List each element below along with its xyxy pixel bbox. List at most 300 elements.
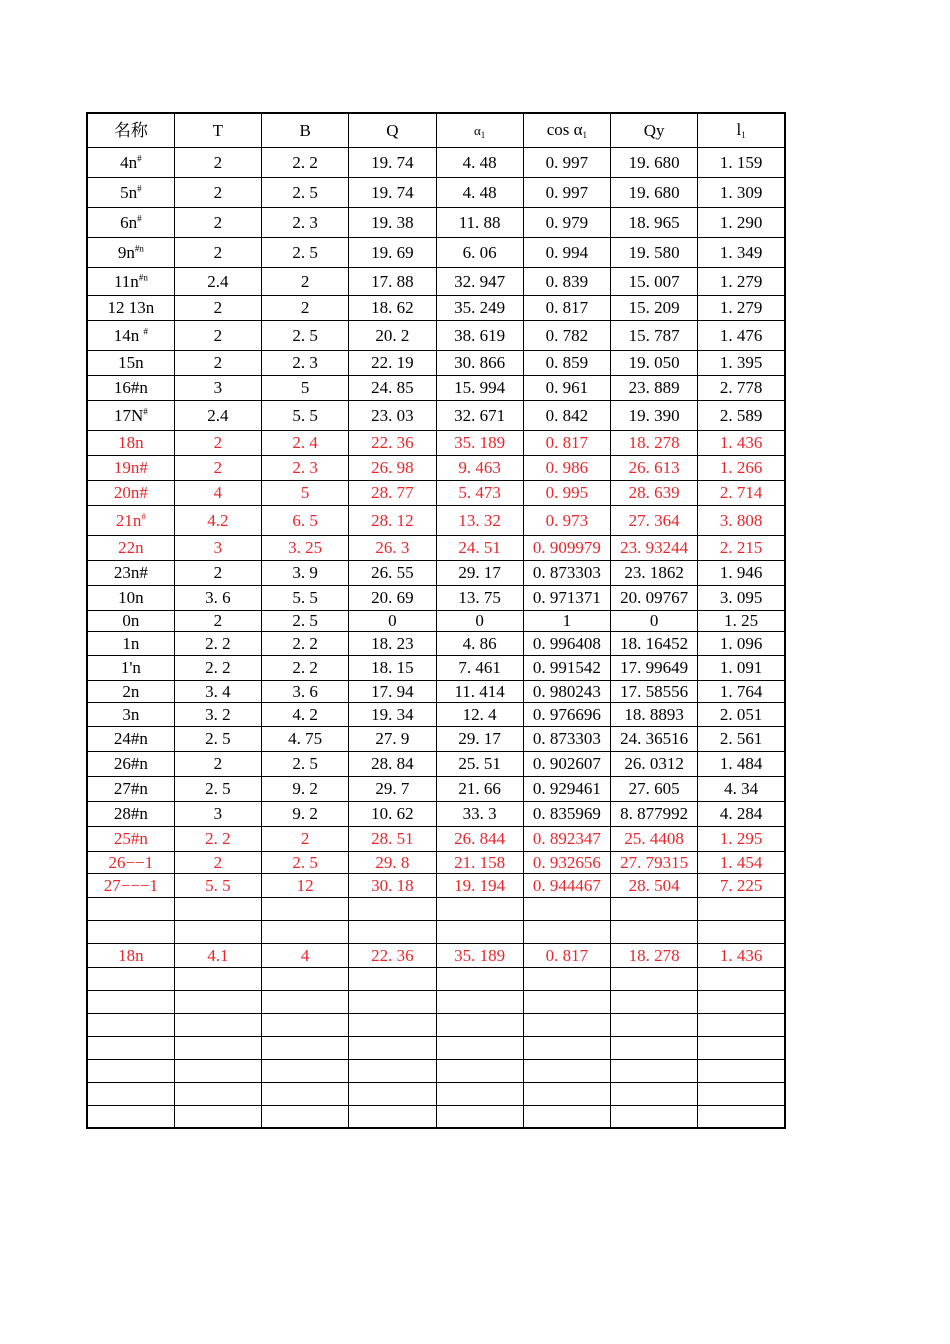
cell-l: [698, 1013, 785, 1036]
cell-t: 3. 6: [174, 585, 261, 610]
cell-name-text: 17N: [113, 405, 144, 425]
cell-t: [174, 920, 261, 943]
cell-cos-alpha: 0. 817: [523, 430, 610, 455]
cell-l: [698, 967, 785, 990]
cell-q: 26. 98: [349, 455, 436, 480]
table-row: [87, 751, 785, 776]
cell-name-text: 16#n: [113, 378, 148, 397]
cell-t: 2: [174, 455, 261, 480]
cell-b: 4: [262, 943, 349, 967]
cell-q: 17. 88: [349, 267, 436, 295]
table-row: [87, 801, 785, 826]
cell-qy: [611, 1013, 698, 1036]
cell-alpha: 32. 947: [436, 267, 523, 295]
table-row: [87, 375, 785, 400]
table-row: [87, 1082, 785, 1105]
cell-l: 1. 279: [698, 295, 785, 320]
cell-alpha: 4. 86: [436, 631, 523, 655]
table-row: [87, 776, 785, 801]
cell-qy: 28. 504: [611, 873, 698, 897]
cell-t: [174, 1036, 261, 1059]
cell-l: 1. 096: [698, 631, 785, 655]
cell-name-text: 25#n: [113, 829, 148, 848]
header-alpha-subscript: 1: [480, 129, 486, 140]
table-row: [87, 967, 785, 990]
cell-name-text: 26#n: [113, 754, 148, 773]
table-row: [87, 990, 785, 1013]
cell-l: 1. 484: [698, 751, 785, 776]
header-l-subscript: 1: [741, 129, 746, 140]
cell-q: 26. 3: [349, 535, 436, 560]
cell-l: [698, 1036, 785, 1059]
cell-l: 1. 436: [698, 943, 785, 967]
table-row: [87, 1059, 785, 1082]
cell-name: [87, 505, 174, 535]
cell-q: [349, 1082, 436, 1105]
cell-b: 2. 5: [262, 237, 349, 267]
cell-qy: 15. 007: [611, 267, 698, 295]
cell-l: 1. 159: [698, 147, 785, 177]
cell-l: 1. 25: [698, 610, 785, 631]
cell-name: [87, 967, 174, 990]
table-row: [87, 873, 785, 897]
cell-qy: 19. 390: [611, 400, 698, 430]
cell-l: 4. 284: [698, 801, 785, 826]
cell-qy: 25. 4408: [611, 826, 698, 851]
header-l-symbol: l: [736, 119, 742, 139]
cell-q: [349, 1036, 436, 1059]
table-row: [87, 1036, 785, 1059]
cell-alpha: 11. 414: [436, 680, 523, 702]
cell-q: 23. 03: [349, 400, 436, 430]
table-row: [87, 702, 785, 726]
cell-l: [698, 1082, 785, 1105]
cell-q: 19. 34: [349, 702, 436, 726]
header-t: T: [174, 113, 261, 147]
cell-l: 1. 279: [698, 267, 785, 295]
cell-qy: 20. 09767: [611, 585, 698, 610]
cell-name: [87, 702, 174, 726]
cell-alpha: 0: [436, 610, 523, 631]
cell-name: [87, 207, 174, 237]
cell-l: 1. 091: [698, 655, 785, 680]
cell-q: 18. 15: [349, 655, 436, 680]
table-row: [87, 610, 785, 631]
cell-b: [262, 1082, 349, 1105]
cell-t: [174, 990, 261, 1013]
table-row: [87, 851, 785, 873]
cell-cos-alpha: 0. 873303: [523, 726, 610, 751]
cell-alpha: [436, 1036, 523, 1059]
cell-q: 19. 74: [349, 177, 436, 207]
cell-name: [87, 751, 174, 776]
cell-l: 7. 225: [698, 873, 785, 897]
cell-qy: [611, 1082, 698, 1105]
cell-b: [262, 1036, 349, 1059]
cell-t: [174, 1059, 261, 1082]
cell-q: 20. 69: [349, 585, 436, 610]
header-cos-subscript: 1: [582, 129, 588, 140]
cell-alpha: 29. 17: [436, 560, 523, 585]
cell-cos-alpha: 0. 995: [523, 480, 610, 505]
cell-name: [87, 350, 174, 375]
cell-qy: 19. 680: [611, 147, 698, 177]
cell-t: 2.4: [174, 267, 261, 295]
table-row: [87, 726, 785, 751]
cell-qy: 24. 36516: [611, 726, 698, 751]
cell-t: 2: [174, 751, 261, 776]
cell-alpha: [436, 897, 523, 920]
cell-cos-alpha: [523, 967, 610, 990]
cell-alpha: 26. 844: [436, 826, 523, 851]
cell-cos-alpha: [523, 920, 610, 943]
cell-t: 2: [174, 560, 261, 585]
cell-name-superscript: #: [137, 182, 142, 193]
header-name: 名称: [87, 113, 174, 147]
cell-b: [262, 967, 349, 990]
cell-l: 2. 051: [698, 702, 785, 726]
cell-name: [87, 655, 174, 680]
cell-name-text: 24#n: [113, 729, 148, 748]
cell-l: 1. 764: [698, 680, 785, 702]
cell-alpha: [436, 967, 523, 990]
cell-t: 3: [174, 375, 261, 400]
cell-l: 1. 266: [698, 455, 785, 480]
cell-alpha: 35. 189: [436, 430, 523, 455]
cell-name: [87, 375, 174, 400]
cell-b: [262, 1105, 349, 1128]
cell-name: [87, 1059, 174, 1082]
cell-name-text: 19n#: [113, 458, 148, 477]
cell-qy: 27. 79315: [611, 851, 698, 873]
cell-l: 1. 436: [698, 430, 785, 455]
cell-l: 1. 309: [698, 177, 785, 207]
cell-b: 2: [262, 267, 349, 295]
cell-q: 22. 19: [349, 350, 436, 375]
cell-b: 3. 6: [262, 680, 349, 702]
cell-name-text: 20n#: [113, 483, 148, 502]
cell-cos-alpha: [523, 1059, 610, 1082]
cell-name-text: 2n: [122, 681, 140, 701]
cell-name-superscript: #: [137, 152, 142, 163]
cell-t: 2: [174, 207, 261, 237]
cell-name-text: 18n: [118, 433, 144, 452]
cell-l: 3. 808: [698, 505, 785, 535]
cell-alpha: [436, 920, 523, 943]
cell-b: 5: [262, 375, 349, 400]
cell-name: [87, 147, 174, 177]
cell-qy: [611, 1105, 698, 1128]
cell-name-superscript: #: [141, 510, 146, 521]
cell-name-text: 1n: [122, 633, 140, 653]
cell-cos-alpha: [523, 1013, 610, 1036]
cell-cos-alpha: 0. 961: [523, 375, 610, 400]
cell-b: 5. 5: [262, 585, 349, 610]
cell-name-text: 18n: [118, 945, 144, 965]
cell-name: [87, 585, 174, 610]
cell-name: [87, 535, 174, 560]
cell-name-superscript: #: [143, 405, 148, 416]
cell-qy: 17. 58556: [611, 680, 698, 702]
table-row: [87, 585, 785, 610]
cell-qy: 18. 965: [611, 207, 698, 237]
cell-alpha: 24. 51: [436, 535, 523, 560]
cell-b: [262, 1013, 349, 1036]
cell-qy: 19. 580: [611, 237, 698, 267]
cell-alpha: 21. 66: [436, 776, 523, 801]
cell-q: 29. 7: [349, 776, 436, 801]
cell-b: 2. 5: [262, 851, 349, 873]
cell-alpha: 19. 194: [436, 873, 523, 897]
cell-cos-alpha: 0. 929461: [523, 776, 610, 801]
cell-name-text: 27−−−1: [103, 875, 158, 895]
table-row: [87, 295, 785, 320]
cell-t: 2: [174, 147, 261, 177]
table-row: [87, 267, 785, 295]
cell-name: [87, 1036, 174, 1059]
cell-name-text: 14n: [113, 325, 144, 345]
cell-b: 2. 5: [262, 320, 349, 350]
cell-q: 20. 2: [349, 320, 436, 350]
cell-cos-alpha: 0. 979: [523, 207, 610, 237]
cell-l: 2. 714: [698, 480, 785, 505]
cell-cos-alpha: [523, 1082, 610, 1105]
cell-t: 2. 5: [174, 776, 261, 801]
table-row: [87, 897, 785, 920]
cell-qy: [611, 990, 698, 1013]
table-row: [87, 455, 785, 480]
cell-alpha: 11. 88: [436, 207, 523, 237]
cell-t: 4: [174, 480, 261, 505]
cell-qy: 23. 93244: [611, 535, 698, 560]
header-cos-alpha: [523, 113, 610, 147]
cell-name: [87, 943, 174, 967]
cell-name-text: 6n: [120, 212, 138, 232]
cell-t: 2: [174, 430, 261, 455]
cell-name: [87, 430, 174, 455]
cell-b: 2. 3: [262, 207, 349, 237]
cell-cos-alpha: 0. 782: [523, 320, 610, 350]
header-row: [87, 113, 785, 147]
cell-q: 10. 62: [349, 801, 436, 826]
cell-qy: [611, 1036, 698, 1059]
cell-q: 17. 94: [349, 680, 436, 702]
cell-q: [349, 1105, 436, 1128]
cell-qy: 15. 787: [611, 320, 698, 350]
cell-l: 1. 295: [698, 826, 785, 851]
cell-q: 27. 9: [349, 726, 436, 751]
cell-q: 0: [349, 610, 436, 631]
cell-q: [349, 967, 436, 990]
cell-t: 4.1: [174, 943, 261, 967]
cell-b: 2. 2: [262, 631, 349, 655]
cell-l: [698, 1105, 785, 1128]
cell-name: [87, 631, 174, 655]
cell-alpha: 32. 671: [436, 400, 523, 430]
cell-qy: 18. 278: [611, 430, 698, 455]
cell-name: [87, 610, 174, 631]
cell-qy: 18. 278: [611, 943, 698, 967]
cell-t: [174, 1105, 261, 1128]
cell-q: 22. 36: [349, 943, 436, 967]
cell-name-text: 0n: [122, 611, 140, 630]
cell-name-text: 27#n: [113, 779, 148, 798]
cell-alpha: 35. 249: [436, 295, 523, 320]
cell-name: [87, 177, 174, 207]
cell-name: [87, 295, 174, 320]
cell-name-superscript: #n: [134, 242, 144, 253]
cell-t: [174, 897, 261, 920]
cell-cos-alpha: [523, 1105, 610, 1128]
cell-b: 2: [262, 295, 349, 320]
header-b: B: [262, 113, 349, 147]
cell-alpha: 25. 51: [436, 751, 523, 776]
cell-l: 2. 778: [698, 375, 785, 400]
header-alpha: [436, 113, 523, 147]
cell-q: 28. 84: [349, 751, 436, 776]
cell-t: 2: [174, 237, 261, 267]
cell-b: 5. 5: [262, 400, 349, 430]
cell-t: 2. 2: [174, 826, 261, 851]
cell-cos-alpha: 0. 835969: [523, 801, 610, 826]
cell-l: 2. 561: [698, 726, 785, 751]
cell-q: 19. 69: [349, 237, 436, 267]
cell-t: 2.4: [174, 400, 261, 430]
cell-t: 3: [174, 535, 261, 560]
table-row: [87, 207, 785, 237]
cell-alpha: 30. 866: [436, 350, 523, 375]
table-row: [87, 147, 785, 177]
cell-l: 1. 476: [698, 320, 785, 350]
cell-q: 19. 38: [349, 207, 436, 237]
cell-cos-alpha: 0. 980243: [523, 680, 610, 702]
cell-name-superscript: #: [143, 325, 148, 336]
cell-alpha: 12. 4: [436, 702, 523, 726]
cell-b: 9. 2: [262, 776, 349, 801]
table-row: [87, 237, 785, 267]
cell-cos-alpha: 0. 817: [523, 943, 610, 967]
cell-qy: [611, 967, 698, 990]
cell-b: [262, 920, 349, 943]
cell-cos-alpha: 0. 873303: [523, 560, 610, 585]
cell-name: [87, 1013, 174, 1036]
cell-qy: 23. 889: [611, 375, 698, 400]
cell-cos-alpha: [523, 1036, 610, 1059]
cell-alpha: 9. 463: [436, 455, 523, 480]
cell-cos-alpha: 0. 909979: [523, 535, 610, 560]
cell-cos-alpha: 0. 859: [523, 350, 610, 375]
cell-t: 2. 5: [174, 726, 261, 751]
cell-qy: 26. 613: [611, 455, 698, 480]
header-q: Q: [349, 113, 436, 147]
cell-b: 6. 5: [262, 505, 349, 535]
cell-qy: 18. 8893: [611, 702, 698, 726]
cell-cos-alpha: 0. 976696: [523, 702, 610, 726]
table-row: [87, 350, 785, 375]
cell-name: [87, 1082, 174, 1105]
cell-qy: 0: [611, 610, 698, 631]
cell-q: 26. 55: [349, 560, 436, 585]
cell-b: 9. 2: [262, 801, 349, 826]
cell-alpha: 35. 189: [436, 943, 523, 967]
cell-t: [174, 1013, 261, 1036]
cell-alpha: [436, 990, 523, 1013]
cell-cos-alpha: 0. 839: [523, 267, 610, 295]
cell-qy: 27. 605: [611, 776, 698, 801]
cell-qy: 23. 1862: [611, 560, 698, 585]
cell-t: 2: [174, 177, 261, 207]
table-row: [87, 943, 785, 967]
cell-qy: [611, 897, 698, 920]
cell-alpha: [436, 1059, 523, 1082]
cell-name-text: 11n: [113, 271, 139, 291]
cell-cos-alpha: [523, 897, 610, 920]
cell-l: 1. 395: [698, 350, 785, 375]
table-row: [87, 480, 785, 505]
cell-cos-alpha: 0. 994: [523, 237, 610, 267]
cell-name-text: 1'n: [120, 658, 141, 677]
cell-l: [698, 897, 785, 920]
cell-l: [698, 920, 785, 943]
cell-q: 18. 23: [349, 631, 436, 655]
cell-t: 2: [174, 295, 261, 320]
cell-name-text: 3n: [122, 704, 140, 724]
cell-b: 4. 2: [262, 702, 349, 726]
header-qy: Qy: [611, 113, 698, 147]
table-row: [87, 920, 785, 943]
header-cos-symbol: cos α: [546, 119, 583, 139]
cell-name-text: 4n: [120, 152, 138, 172]
cell-name: [87, 897, 174, 920]
cell-name: [87, 480, 174, 505]
cell-q: 28. 51: [349, 826, 436, 851]
cell-t: [174, 1082, 261, 1105]
cell-name-text: 12 13n: [107, 298, 155, 317]
cell-l: 1. 290: [698, 207, 785, 237]
cell-qy: 8. 877992: [611, 801, 698, 826]
cell-name-superscript: #: [137, 212, 142, 223]
cell-cos-alpha: 0. 991542: [523, 655, 610, 680]
cell-t: 3. 2: [174, 702, 261, 726]
table-row: [87, 560, 785, 585]
cell-cos-alpha: 0. 817: [523, 295, 610, 320]
cell-name-text: 5n: [120, 182, 138, 202]
cell-name: [87, 237, 174, 267]
cell-b: 2. 3: [262, 350, 349, 375]
cell-name-text: 28#n: [113, 804, 148, 823]
cell-b: 2. 3: [262, 455, 349, 480]
cell-alpha: 21. 158: [436, 851, 523, 873]
table-row: [87, 1013, 785, 1036]
cell-b: 3. 9: [262, 560, 349, 585]
cell-q: 24. 85: [349, 375, 436, 400]
cell-t: 3: [174, 801, 261, 826]
cell-cos-alpha: 0. 842: [523, 400, 610, 430]
cell-name: [87, 726, 174, 751]
cell-b: 2. 5: [262, 177, 349, 207]
cell-alpha: 5. 473: [436, 480, 523, 505]
cell-t: 2. 2: [174, 655, 261, 680]
cell-name-text: 9n: [117, 242, 135, 262]
cell-b: 2. 2: [262, 147, 349, 177]
cell-name-text: 22n: [118, 538, 144, 557]
cell-b: 2. 4: [262, 430, 349, 455]
cell-alpha: 6. 06: [436, 237, 523, 267]
cell-name-superscript: #n: [138, 271, 148, 282]
cell-b: 2. 5: [262, 751, 349, 776]
table-row: [87, 320, 785, 350]
cell-q: 19. 74: [349, 147, 436, 177]
